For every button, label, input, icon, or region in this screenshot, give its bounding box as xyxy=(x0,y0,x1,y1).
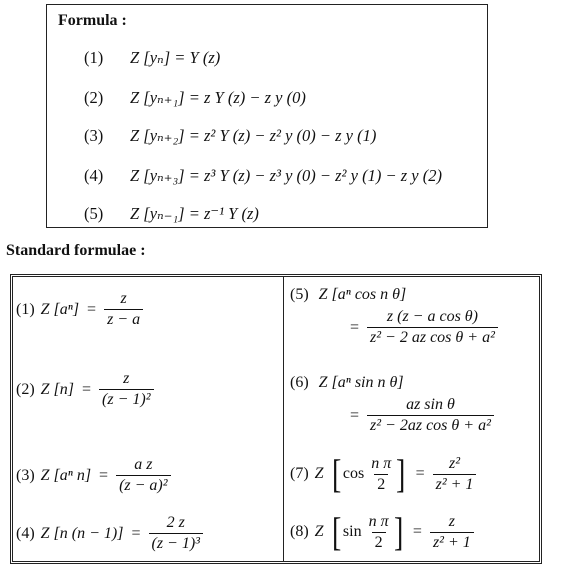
denominator: (z − a)² xyxy=(116,475,170,495)
denominator: (z − 1)² xyxy=(99,389,153,409)
bracket-group xyxy=(330,509,405,554)
numerator: z² xyxy=(448,454,461,472)
cell-lhs: Z [aⁿ cos n θ] xyxy=(318,286,407,303)
standard-cell-4 xyxy=(16,514,203,553)
denominator: z − a xyxy=(104,309,143,329)
bracket-group xyxy=(330,451,408,496)
formula-box xyxy=(46,4,488,228)
equals-sign: = xyxy=(99,466,109,484)
denominator: z² − 2az cos θ + a² xyxy=(367,415,494,435)
formula-row-1 xyxy=(84,48,220,68)
formula-expression: Z [yₙ] = Y (z) xyxy=(130,48,221,67)
standard-title: Standard formulae : xyxy=(6,242,146,259)
numerator: n π xyxy=(371,454,392,472)
fraction xyxy=(433,455,477,494)
cell-number: (4) xyxy=(16,524,35,542)
fraction xyxy=(99,370,153,409)
right-bracket-glyph: ] xyxy=(396,451,406,496)
denominator: z² + 1 xyxy=(430,532,474,552)
standard-cell-3 xyxy=(16,456,171,495)
fraction xyxy=(367,308,498,347)
fraction xyxy=(149,514,203,553)
left-bracket-glyph: [ xyxy=(331,509,341,554)
standard-cell-8 xyxy=(290,509,474,554)
equals-sign: = xyxy=(350,318,360,336)
numerator: n π xyxy=(368,512,389,530)
formula-row-4 xyxy=(84,166,442,186)
numerator: z xyxy=(448,512,455,530)
standard-cell-1 xyxy=(16,290,143,329)
fraction xyxy=(104,290,143,329)
numerator: a z xyxy=(134,456,153,473)
formula-expression: Z [yₙ₊₁] = z Y (z) − z y (0) xyxy=(130,88,306,107)
right-bracket-glyph: ] xyxy=(393,509,403,554)
numerator: 2 z xyxy=(166,514,185,531)
denominator: z² + 1 xyxy=(433,474,477,494)
cell-number: (8) xyxy=(290,523,309,540)
formula-title: Formula : xyxy=(58,12,127,29)
function-name: cos xyxy=(342,465,365,482)
numerator: z (z − a cos θ) xyxy=(386,308,478,325)
equals-sign: = xyxy=(415,465,425,482)
standard-cell-5 xyxy=(290,286,498,347)
formula-row-2 xyxy=(84,88,306,108)
formula-number: (5) xyxy=(84,204,104,223)
cell-lhs: Z [n] xyxy=(40,380,75,398)
formula-expression: Z [yₙ₊₃] = z³ Y (z) − z³ y (0) − z² y (1) − z y (2) xyxy=(130,166,442,185)
denominator: z² − 2 az cos θ + a² xyxy=(367,327,498,347)
cell-number: (6) xyxy=(290,374,309,391)
cell-number: (3) xyxy=(16,466,35,484)
fraction xyxy=(430,513,474,552)
numerator: z xyxy=(123,370,130,387)
cell-lhs: Z xyxy=(314,465,324,482)
formula-expression: Z [yₙ₊₂] = z² Y (z) − z² y (0) − z y (1) xyxy=(130,126,377,145)
function-name: sin xyxy=(342,523,362,540)
denominator: 2 xyxy=(374,474,388,494)
cell-number: (2) xyxy=(16,380,35,398)
formula-number: (3) xyxy=(84,126,104,145)
equals-sign: = xyxy=(82,380,92,398)
cell-number: (5) xyxy=(290,286,309,303)
standard-cell-6 xyxy=(290,374,494,435)
cell-lhs: Z [n (n − 1)] xyxy=(40,524,124,542)
cell-lhs: Z [aⁿ sin n θ] xyxy=(318,374,404,391)
standard-cell-7 xyxy=(290,451,476,496)
table-divider xyxy=(283,277,284,562)
equals-sign: = xyxy=(350,406,360,424)
left-bracket-glyph: [ xyxy=(331,451,341,496)
formula-row-3 xyxy=(84,126,376,146)
equals-sign: = xyxy=(87,300,97,318)
formula-number: (2) xyxy=(84,88,104,107)
argument-fraction xyxy=(366,513,392,552)
formula-row-5 xyxy=(84,204,259,224)
formula-number: (4) xyxy=(84,166,104,185)
cell-number: (1) xyxy=(16,300,35,318)
numerator: az sin θ xyxy=(406,396,455,413)
cell-lhs: Z [aⁿ] xyxy=(40,300,80,318)
cell-lhs: Z xyxy=(314,523,324,540)
denominator: 2 xyxy=(372,532,386,552)
equals-sign: = xyxy=(131,524,141,542)
cell-number: (7) xyxy=(290,465,309,482)
formula-number: (1) xyxy=(84,48,104,67)
numerator: z xyxy=(120,290,127,307)
cell-lhs: Z [aⁿ n] xyxy=(40,466,92,484)
standard-cell-2 xyxy=(16,370,154,409)
denominator: (z − 1)³ xyxy=(149,533,203,553)
formula-expression: Z [yₙ₋₁] = z⁻¹ Y (z) xyxy=(130,204,259,223)
equals-sign: = xyxy=(412,523,422,540)
fraction xyxy=(367,396,494,435)
fraction xyxy=(116,456,170,495)
argument-fraction xyxy=(368,455,394,494)
